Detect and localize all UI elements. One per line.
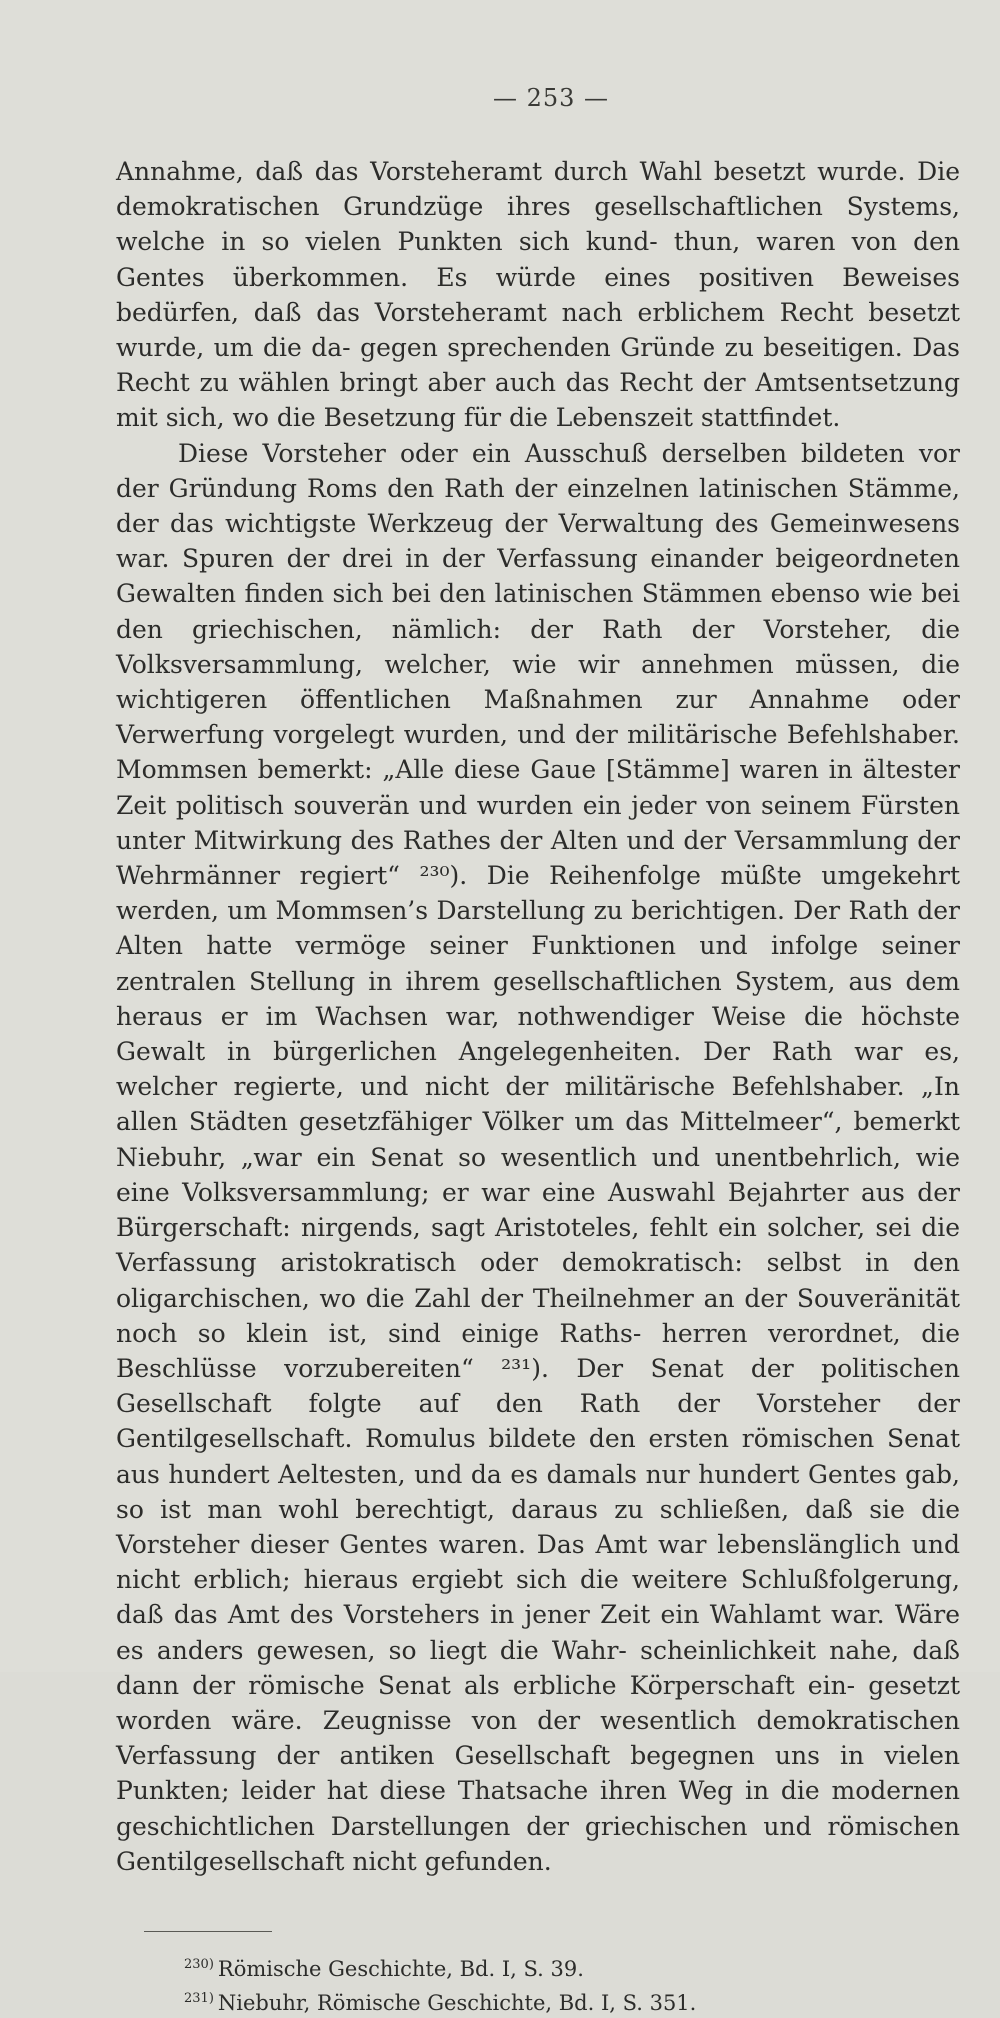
footnote-230 (184, 1950, 960, 1984)
footnotes (116, 1950, 960, 2018)
footnote-231 (184, 1984, 960, 2018)
footnote-text: Römische Geschichte, Bd. I, S. 39. (217, 1956, 584, 1981)
body-text (116, 154, 960, 1879)
page-number: — 253 — (492, 84, 610, 112)
footnote-number: 230) (184, 1956, 214, 1972)
footnote-number: 231) (184, 1990, 214, 2006)
paragraph-2: Diese Vorsteher oder ein Ausschuß derselben bildeten vor der Gründung Roms den Rath der einzelnen latinischen Stämme, der das wichtigste Werkzeug der Verwaltung des Gemeinwesens war. Spuren der drei in der Verfassung einander beigeordneten Gewalten finden sich bei den latinischen Stämmen ebenso wie bei den griechischen, nämlich: der Rath der Vorsteher, die Volksversammlung, welcher, wie wir annehmen müssen, die wichtigeren öffentlichen Maßnahmen zur Annahme oder Verwerfung vorgelegt wurden, und der militärische Befehlshaber. Mommsen bemerkt: „Alle diese Gaue [Stämme] waren in ältester Zeit politisch souverän und wurden ein jeder von seinem Fürsten unter Mitwirkung des Rathes der Alten und der Versammlung der Wehrmänner regiert“ ²³⁰). Die Reihenfolge müßte umgekehrt werden, um Mommsen’s Darstellung zu berichtigen. Der Rath der Alten hatte vermöge seiner Funktionen und infolge seiner zentralen Stellung in ihrem gesellschaftlichen System, aus dem heraus er im Wachsen war, nothwendiger Weise die höchste Gewalt in bürgerlichen Angelegenheiten. Der Rath war es, welcher regierte, und nicht der militärische Befehlshaber. „In allen Städten gesetzfähiger Völker um das Mittelmeer“, bemerkt Niebuhr, „war ein Senat so wesentlich und unentbehrlich, wie eine Volksversammlung; er war eine Auswahl Bejahrter aus der Bürgerschaft: nirgends, sagt Aristoteles, fehlt ein solcher, sei die Verfassung aristokratisch oder demokratisch: selbst in den oligarchischen, wo die Zahl der Theilnehmer an der Souveränität noch so klein ist, sind einige Raths- herren verordnet, die Beschlüsse vorzubereiten“ ²³¹). Der Senat der politischen Gesellschaft folgte auf den Rath der Vorsteher der Gentilgesellschaft. Romulus bildete den ersten römischen Senat aus hundert Aeltesten, und da es damals nur hundert Gentes gab, so ist man wohl berechtigt, daraus zu schließen, daß sie die Vorsteher dieser Gentes waren. Das Amt war lebenslänglich und nicht erblich; hieraus ergiebt sich die weitere Schlußfolgerung, daß das Amt des Vorstehers in jener Zeit ein Wahlamt war. Wäre es anders gewesen, so liegt die Wahr- scheinlichkeit nahe, daß dann der römische Senat als erbliche Körperschaft ein- gesetzt worden wäre. Zeugnisse von der wesentlich demokratischen Verfassung der antiken Gesellschaft begegnen uns in vielen Punkten; leider hat diese Thatsache ihren Weg in die modernen geschichtlichen Darstellungen der griechischen und römischen Gentilgesellschaft nicht gefunden. (116, 438, 960, 1876)
footnote-text: Niebuhr, Römische Geschichte, Bd. I, S. 351. (217, 1990, 697, 2015)
paragraph-1: Annahme, daß das Vorsteheramt durch Wahl besetzt wurde. Die demokratischen Grundzüge ihres gesellschaftlichen Systems, welche in so vielen Punkten sich kund- thun, waren von den Gentes überkommen. Es würde eines positiven Beweises bedürfen, daß das Vorsteheramt nach erblichem Recht besetzt wurde, um die da- gegen sprechenden Gründe zu beseitigen. Das Recht zu wählen bringt aber auch das Recht der Amtsentsetzung mit sich, wo die Besetzung für die Lebenszeit stattfindet. (116, 157, 960, 433)
footnote-divider (144, 1931, 272, 1932)
